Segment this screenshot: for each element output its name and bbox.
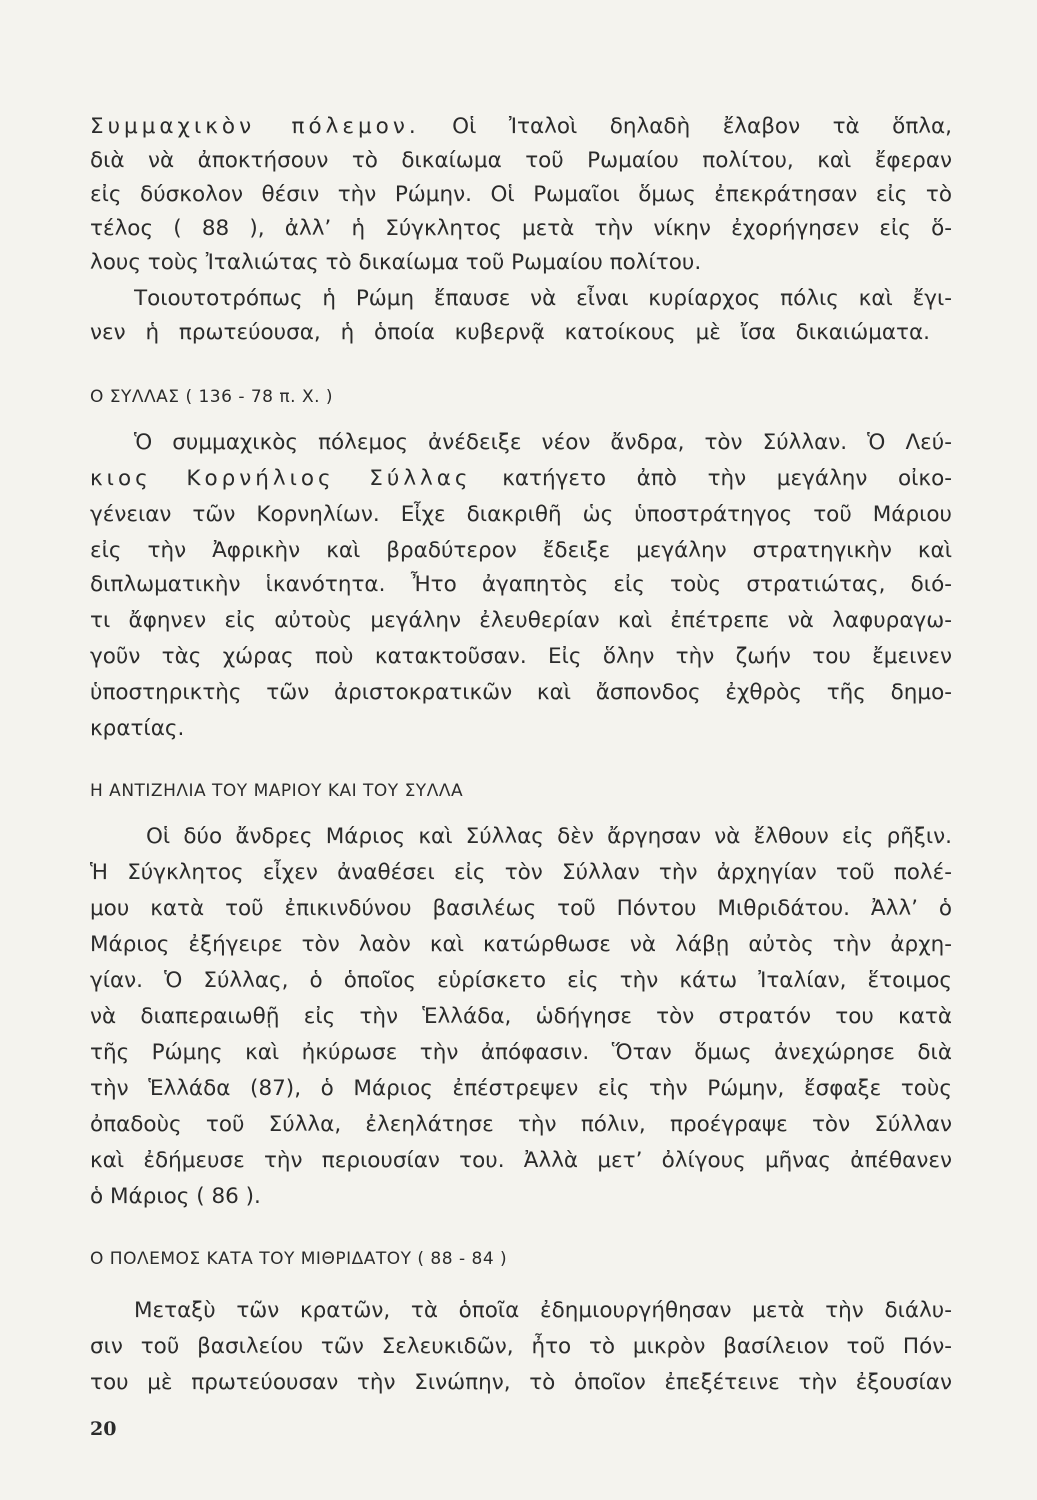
text-line-20: Μάριος ἐξήγειρε τὸν λαὸν καὶ κατώρθωσε νὰ λάβῃ αὐτὸς τὴν ἀρχη- — [90, 932, 952, 957]
text-line-2: διὰ νὰ ἀποκτήσουν τὸ δικαίωμα τοῦ Ρωμαίου πολίτου, καὶ ἔφεραν — [90, 148, 952, 173]
text-line-28: Μεταξὺ τῶν κρατῶν, τὰ ὁποῖα ἐδημιουργήθησαν μετὰ τὴν διάλυ- — [134, 1298, 952, 1323]
text-line-1: Συμμαχικὸν πόλεμον. Οἱ Ἰταλοὶ δηλαδὴ ἔλαβον τὰ ὅπλα, — [90, 114, 952, 139]
text-line-7: νεν ἡ πρωτεύουσα, ἡ ὁποία κυβερνᾷ κατοίκους μὲ ἴσα δικαιώματα. — [90, 320, 930, 345]
text-line-16: κρατίας. — [90, 716, 185, 741]
text-line-17: Οἱ δύο ἄνδρες Μάριος καὶ Σύλλας δὲν ἄργησαν νὰ ἔλθουν εἰς ρῆξιν. — [146, 824, 952, 849]
section-heading-mithridates: Ο ΠΟΛΕΜΟΣ ΚΑΤΑ ΤΟΥ ΜΙΘΡΙΔΑΤΟΥ ( 88 - 84 ) — [90, 1249, 508, 1269]
text-line-29: σιν τοῦ βασιλείου τῶν Σελευκιδῶν, ἦτο τὸ μικρὸν βασίλειον τοῦ Πόν- — [90, 1334, 952, 1359]
text-line-27: ὁ Μάριος ( 86 ). — [90, 1184, 261, 1209]
text-line-8: Ὁ συμμαχικὸς πόλεμος ἀνέδειξε νέον ἄνδρα, τὸν Σύλλαν. Ὁ Λεύ- — [134, 430, 952, 455]
text-line-10: γένειαν τῶν Κορνηλίων. Εἶχε διακριθῆ ὡς ὑποστράτηγος τοῦ Μάριου — [90, 502, 952, 527]
text-line-11: εἰς τὴν Ἀφρικὴν καὶ βραδύτερον ἔδειξε μεγάλην στρατηγικὴν καὶ — [90, 538, 952, 563]
text-line-6: Τοιουτοτρόπως ἡ Ρώμη ἔπαυσε νὰ εἶναι κυρίαρχος πόλις καὶ ἔγι- — [134, 286, 952, 311]
text-line-30: του μὲ πρωτεύουσαν τὴν Σινώπην, τὸ ὁποῖον ἐπεξέτεινε τὴν ἐξουσίαν — [90, 1370, 952, 1395]
text-line-23: τῆς Ρώμης καὶ ἠκύρωσε τὴν ἀπόφασιν. Ὅταν ὅμως ἀνεχώρησε διὰ — [90, 1040, 952, 1065]
text-line-9: κιος Κορνήλιος Σύλλας κατήγετο ἀπὸ τὴν μεγάλην οἰκο- — [90, 466, 952, 491]
text-line-18: Ἡ Σύγκλητος εἶχεν ἀναθέσει εἰς τὸν Σύλλαν τὴν ἀρχηγίαν τοῦ πολέ- — [90, 860, 952, 885]
text-line-22: νὰ διαπεραιωθῇ εἰς τὴν Ἑλλάδα, ὡδήγησε τὸν στρατόν του κατὰ — [90, 1004, 952, 1029]
text-line-12: διπλωματικὴν ἱκανότητα. Ἦτο ἀγαπητὸς εἰς τοὺς στρατιώτας, διό- — [90, 572, 952, 597]
text-line-15: ὑποστηρικτὴς τῶν ἀριστοκρατικῶν καὶ ἄσπονδος ἐχθρὸς τῆς δημο- — [90, 680, 952, 705]
section-heading-sulla: Ο ΣΥΛΛΑΣ ( 136 - 78 π. Χ. ) — [90, 387, 334, 407]
text-line-14: γοῦν τὰς χώρας ποὺ κατακτοῦσαν. Εἰς ὅλην τὴν ζωήν του ἔμεινεν — [90, 644, 952, 669]
text-line-26: καὶ ἐδήμευσε τὴν περιουσίαν του. Ἀλλὰ μετ’ ὀλίγους μῆνας ἀπέθανεν — [90, 1148, 952, 1173]
text-line-21: γίαν. Ὁ Σύλλας, ὁ ὁποῖος εὑρίσκετο εἰς τὴν κάτω Ἰταλίαν, ἕτοιμος — [90, 968, 952, 993]
text-line-3: εἰς δύσκολον θέσιν τὴν Ρώμην. Οἱ Ρωμαῖοι ὅμως ἐπεκράτησαν εἰς τὸ — [90, 182, 952, 207]
text-line-13: τι ἄφηνεν εἰς αὐτοὺς μεγάλην ἐλευθερίαν καὶ ἐπέτρεπε νὰ λαφυραγω- — [90, 608, 952, 633]
text-line-4: τέλος ( 88 ), ἀλλ’ ἡ Σύγκλητος μετὰ τὴν νίκην ἐχορήγησεν εἰς ὅ- — [90, 216, 952, 241]
text-line-24: τὴν Ἑλλάδα (87), ὁ Μάριος ἐπέστρεψεν εἰς τὴν Ρώμην, ἔσφαξε τοὺς — [90, 1076, 952, 1101]
text-line-19: μου κατὰ τοῦ ἐπικινδύνου βασιλέως τοῦ Πόντου Μιθριδάτου. Ἀλλ’ ὁ — [90, 896, 952, 921]
page-number: 20 — [90, 1418, 117, 1440]
section-heading-rivalry: Η ΑΝΤΙΖΗΛΙΑ ΤΟΥ ΜΑΡΙΟΥ ΚΑΙ ΤΟΥ ΣΥΛΛΑ — [90, 781, 464, 801]
emphasized-term: Συμμαχικὸν πόλεμον. — [90, 114, 420, 139]
emphasized-name: κιος Κορνήλιος Σύλλας — [90, 466, 472, 491]
text-line-5: λους τοὺς Ἰταλιώτας τὸ δικαίωμα τοῦ Ρωμαίου πολίτου. — [90, 250, 702, 275]
text-line-25: ὀπαδοὺς τοῦ Σύλλα, ἐλεηλάτησε τὴν πόλιν, προέγραψε τὸν Σύλλαν — [90, 1112, 952, 1137]
